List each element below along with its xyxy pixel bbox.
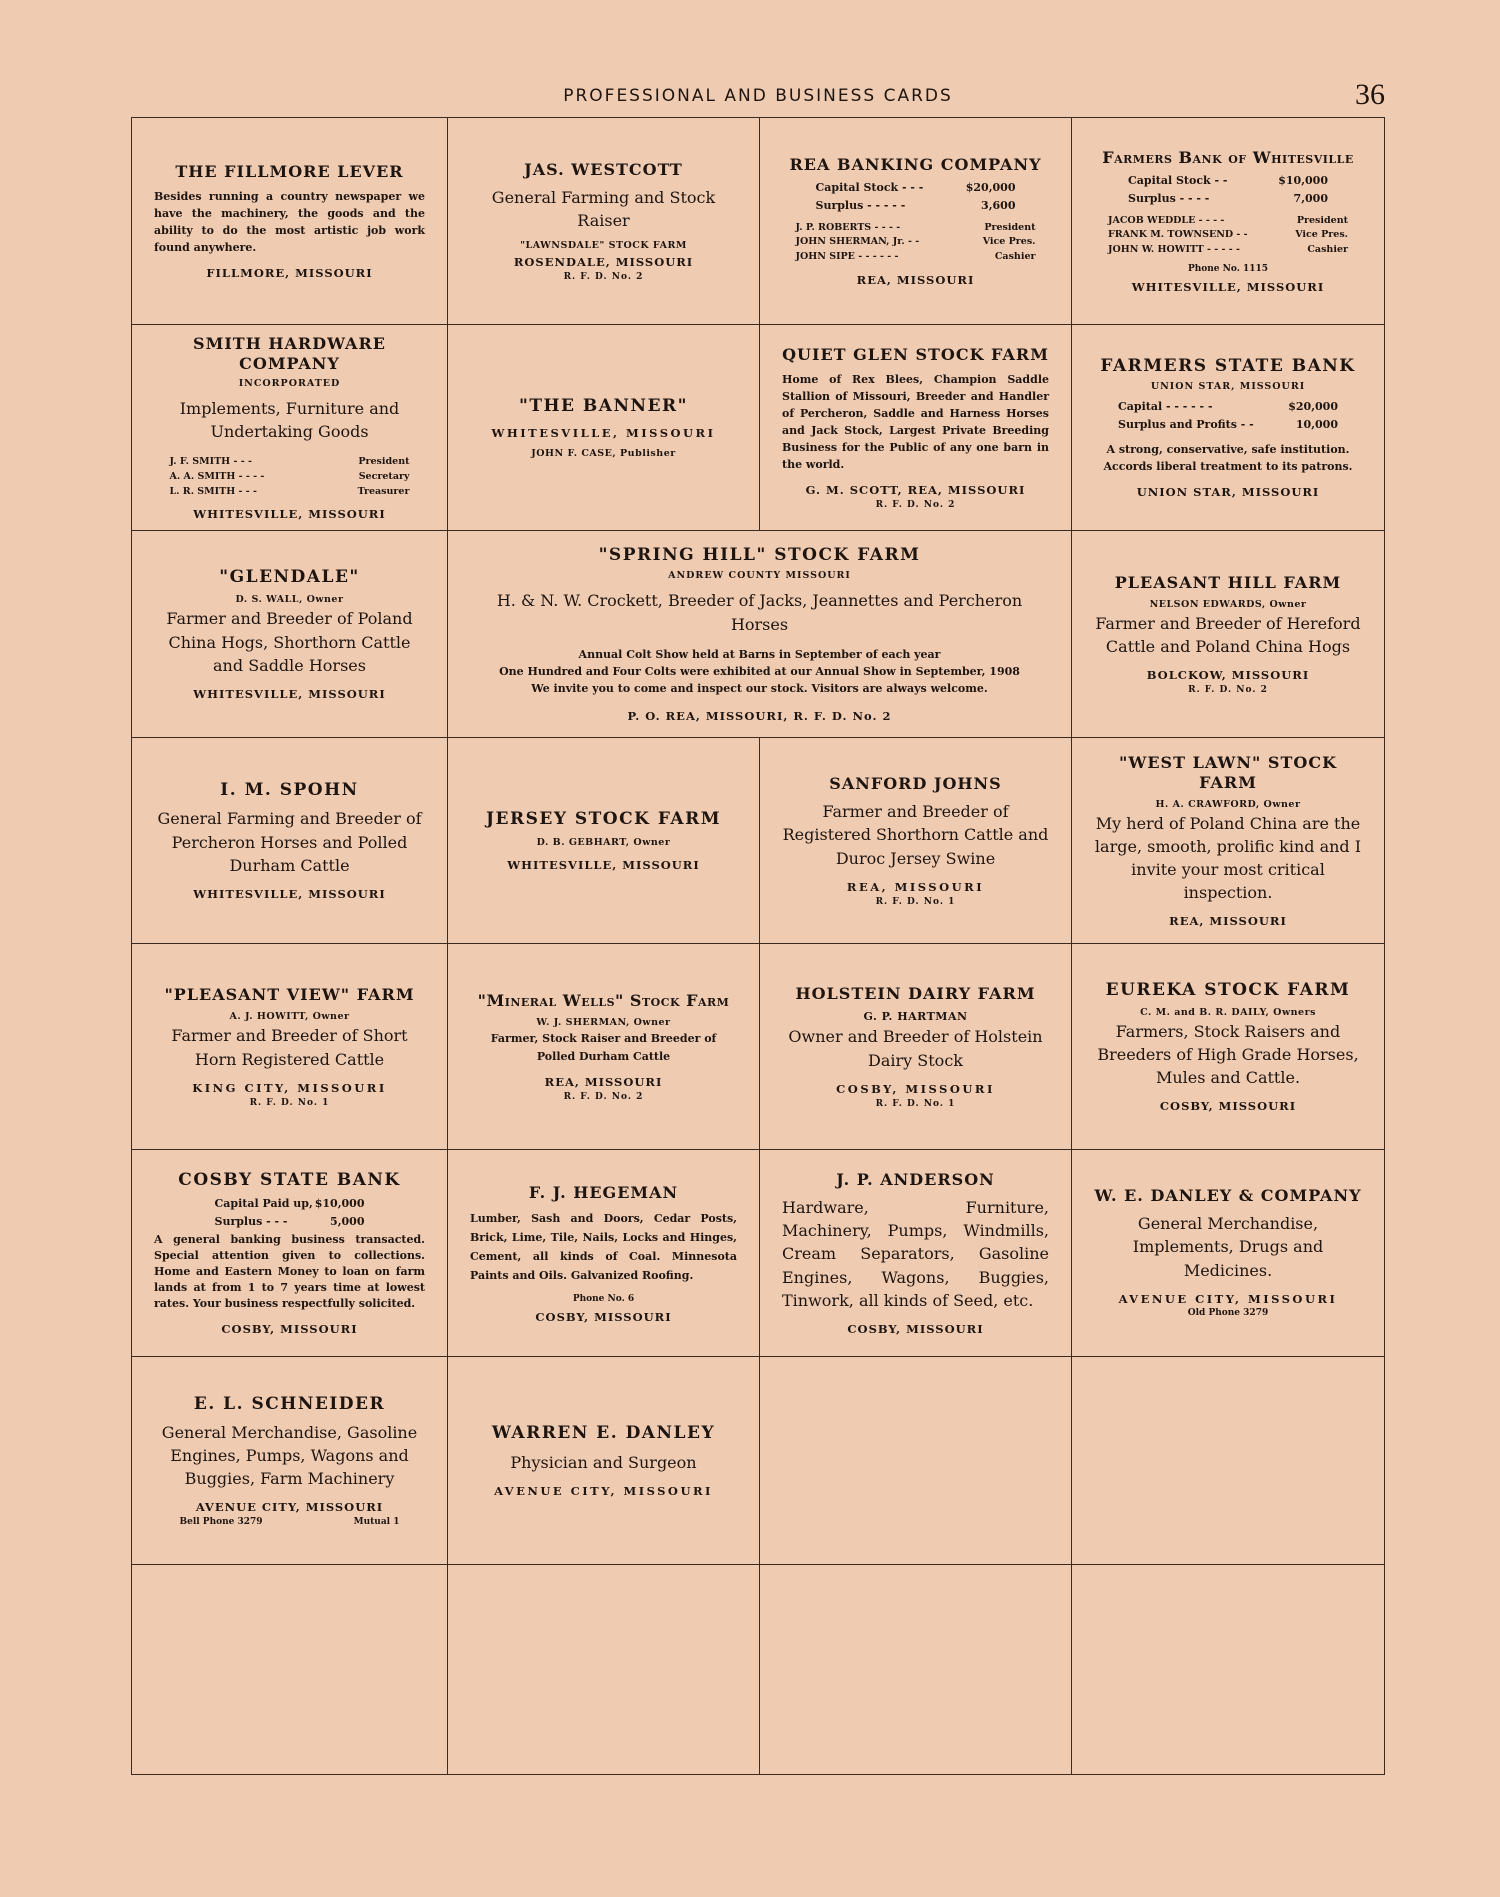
- surplus-label: Surplus and Profits - -: [1118, 417, 1254, 431]
- card-fillmore-lever: [132, 118, 448, 325]
- card-title: SANFORD JOHNS: [829, 774, 1002, 794]
- card-smith-hardware: [132, 325, 448, 531]
- card-title: W. E. DANLEY & COMPANY: [1094, 1186, 1362, 1206]
- card-title: J. P. ANDERSON: [836, 1170, 995, 1190]
- card-title: Farmers Bank of Whitesville: [1102, 148, 1354, 168]
- card-west-lawn: [1072, 738, 1384, 944]
- card-phone-mutual: Mutual 1: [353, 1517, 400, 1528]
- page-number: 36: [1355, 78, 1385, 111]
- card-phone: Phone No. 6: [572, 1293, 635, 1304]
- officer-name: JOHN SIPE - - - - - -: [795, 250, 899, 262]
- card-place: COSBY, MISSOURI: [836, 1081, 995, 1096]
- card-text: Lumber, Sash and Doors, Cedar Posts, Brick, Lime, Tile, Nails, Locks and Hinges, Cement, all kinds of Coal. Minnesota Paints and Oils. Galvanized Roofing.: [470, 1211, 737, 1283]
- card-pleasant-view: [132, 944, 448, 1150]
- card-title: JERSEY STOCK FARM: [485, 809, 722, 830]
- card-place: REA, MISSOURI: [856, 272, 975, 287]
- officer-row: [796, 235, 1036, 250]
- card-jersey: [448, 738, 760, 944]
- card-sub: ANDREW COUNTY MISSOURI: [668, 570, 851, 582]
- cards-grid: [131, 117, 1385, 1775]
- card-place: KING CITY, MISSOURI: [192, 1080, 387, 1095]
- card-danley-co: [1072, 1150, 1384, 1357]
- officer-row: [796, 221, 1036, 236]
- card-line: Farmer and Breeder of Hereford Cattle and Poland China Hogs: [1095, 613, 1361, 656]
- card-line: H. & N. W. Crockett, Breeder of Jacks, Jeannettes and Percheron Horses: [496, 591, 1023, 634]
- card-line: Farmer and Breeder of Poland China Hogs, Shorthorn Cattle and Saddle Horses: [166, 609, 413, 675]
- card-phones: [180, 1517, 400, 1527]
- card-schneider: [132, 1357, 448, 1565]
- officers-list: [796, 221, 1036, 265]
- card-empty: [1072, 1357, 1384, 1565]
- card-title: QUIET GLEN STOCK FARM: [782, 344, 1049, 364]
- card-quiet-glen: [760, 325, 1072, 531]
- card-title: FARMERS STATE BANK: [1100, 355, 1356, 376]
- card-title: REA BANKING COMPANY: [789, 155, 1042, 175]
- officer-row: [1108, 243, 1348, 258]
- page-header: [131, 78, 1385, 114]
- card-text: A general banking business transacted. Special attention given to collections. Home and Eastern Money to loan on farm lands at from 1 to 7 years time at lowest rates. Your business respectfully solicited.: [154, 1233, 425, 1311]
- officer-role: Treasurer: [357, 485, 410, 497]
- card-farm: "LAWNSDALE" STOCK FARM: [520, 240, 687, 252]
- card-empty: [132, 1565, 448, 1774]
- card-place: BOLCKOW, MISSOURI: [1146, 668, 1310, 683]
- card-line: Owner and Breeder of Holstein Dairy Stock: [788, 1027, 1043, 1070]
- officer-name: JOHN SHERMAN, Jr. - -: [795, 236, 920, 248]
- card-place: REA, MISSOURI: [1169, 914, 1287, 929]
- card-line: Farmer and Breeder of Registered Shorthorn Cattle and Duroc Jersey Swine: [782, 802, 1049, 868]
- officer-row: [796, 250, 1036, 265]
- card-line: Physician and Surgeon: [510, 1452, 697, 1472]
- card-spring-hill: [448, 531, 1072, 738]
- card-owner: NELSON EDWARDS, Owner: [1149, 598, 1307, 610]
- card-line: General Merchandise, Implements, Drugs and Medicines.: [1132, 1214, 1324, 1280]
- card-rfd: R. F. D. No. 1: [875, 1098, 956, 1109]
- officer-row: [170, 485, 410, 500]
- officer-name: L. R. SMITH - - -: [169, 485, 257, 497]
- surplus-value: 3,600: [981, 198, 1016, 212]
- card-owner: W. J. SHERMAN, Owner: [536, 1017, 671, 1029]
- officer-name: A. A. SMITH - - - -: [169, 470, 265, 482]
- card-rfd: R. F. D. No. 1: [875, 896, 956, 907]
- officer-role: President: [358, 456, 410, 468]
- card-text: Besides running a country newspaper we have the machinery, the goods and the ability to do the most artistic job work found anywhere.: [154, 189, 425, 255]
- officer-name: J. F. SMITH - - -: [169, 456, 252, 468]
- officer-name: FRANK M. TOWNSEND - -: [1108, 229, 1248, 241]
- card-title: EUREKA STOCK FARM: [1105, 979, 1351, 1000]
- officers-list: [1108, 214, 1348, 258]
- officer-role: President: [1296, 214, 1348, 226]
- capital-value: $20,000: [1288, 399, 1338, 413]
- capital-label: Capital Stock - - -: [815, 181, 924, 195]
- page-title: PROFESSIONAL AND BUSINESS CARDS: [563, 86, 953, 106]
- card-text: A strong, conservative, safe institution. Accords liberal treatment to its patrons.: [1103, 443, 1353, 474]
- card-text-3: We invite you to come and inspect our stock. Visitors are always welcome.: [531, 681, 988, 695]
- card-owner: G. P. HARTMAN: [863, 1010, 968, 1024]
- card-place: COSBY, MISSOURI: [847, 1321, 984, 1336]
- officer-row: [1108, 228, 1348, 243]
- card-title: F. J. HEGEMAN: [528, 1182, 679, 1202]
- card-rfd: R. F. D. No. 1: [249, 1097, 330, 1108]
- card-owner: D. S. WALL, Owner: [235, 594, 344, 606]
- capital-value: $20,000: [965, 181, 1016, 195]
- capital-label: Capital Paid up,: [214, 1197, 313, 1211]
- officer-row: [170, 470, 410, 485]
- card-line: General Farming and Breeder of Percheron Horses and Polled Durham Cattle: [157, 809, 422, 875]
- card-sub: INCORPORATED: [238, 377, 341, 389]
- card-title: SMITH HARDWARE COMPANY: [193, 333, 386, 373]
- card-spohn: [132, 738, 448, 944]
- card-title: "WEST LAWN" STOCK FARM: [1119, 752, 1337, 792]
- card-rfd: R. F. D. No. 2: [875, 500, 956, 511]
- officer-name: JOHN W. HOWITT - - - - -: [1108, 243, 1240, 255]
- card-text: Home of Rex Blees, Champion Saddle Stallion of Missouri, Breeder and Handler of Percheron, Saddle and Harness Horses and Jack Stock, Largest Private Breeding Business for the Public of any one barn in the world.: [782, 372, 1049, 472]
- card-place: COSBY, MISSOURI: [221, 1322, 358, 1337]
- surplus-value: 7,000: [1293, 191, 1328, 205]
- card-title: HOLSTEIN DAIRY FARM: [795, 984, 1036, 1004]
- card-line: Implements, Furniture and Undertaking Goods: [179, 398, 400, 441]
- card-place: REA, MISSOURI: [544, 1074, 663, 1089]
- card-sub: UNION STAR, MISSOURI: [1150, 380, 1306, 392]
- card-line: General Merchandise, Gasoline Engines, Pumps, Wagons and Buggies, Farm Machinery: [161, 1422, 418, 1489]
- officer-role: Vice Pres.: [1295, 229, 1348, 241]
- card-title: "SPRING HILL" STOCK FARM: [598, 545, 921, 566]
- surplus-label: Surplus - - - - -: [815, 198, 906, 212]
- card-title: "GLENDALE": [219, 567, 360, 588]
- card-banner: [448, 325, 760, 531]
- officer-row: [1108, 214, 1348, 229]
- capital-value: $10,000: [314, 1197, 365, 1211]
- card-financials: [215, 1195, 365, 1230]
- card-place: G. M. SCOTT, REA, MISSOURI: [805, 483, 1026, 498]
- card-text-2: One Hundred and Four Colts were exhibited at our Annual Show in September, 1908: [499, 664, 1020, 678]
- officer-role: President: [984, 221, 1036, 233]
- capital-label: Capital Stock - -: [1128, 174, 1228, 188]
- card-financials: [816, 179, 1016, 214]
- surplus-label: Surplus - - - -: [1128, 191, 1210, 205]
- card-mineral-wells: [448, 944, 760, 1150]
- card-place: AVENUE CITY, MISSOURI: [494, 1483, 713, 1498]
- card-place: AVENUE CITY, MISSOURI: [1118, 1291, 1338, 1306]
- card-line: Hardware, Furniture, Machinery, Pumps, Windmills, Cream Separators, Gasoline Engines, Wagons, Buggies, Tinwork, all kinds of Seed, etc.: [782, 1198, 1049, 1310]
- card-empty: [448, 1565, 760, 1774]
- card-cosby-bank: [132, 1150, 448, 1357]
- card-pleasant-hill: [1072, 531, 1384, 738]
- officer-role: Vice Pres.: [982, 236, 1036, 248]
- card-place: FILLMORE, MISSOURI: [206, 266, 373, 281]
- card-owner: H. A. CRAWFORD, Owner: [1155, 798, 1301, 810]
- officer-role: Cashier: [1307, 243, 1348, 255]
- card-financials: [1128, 172, 1328, 207]
- card-eureka: [1072, 944, 1384, 1150]
- card-phone-bell: Bell Phone 3279: [179, 1517, 263, 1528]
- card-empty: [1072, 1565, 1384, 1774]
- card-place: COSBY, MISSOURI: [1159, 1099, 1297, 1114]
- card-place: WHITESVILLE, MISSOURI: [1131, 279, 1325, 294]
- card-place: WHITESVILLE, MISSOURI: [193, 507, 386, 522]
- card-place: UNION STAR, MISSOURI: [1136, 485, 1320, 500]
- card-warren-danley: [448, 1357, 760, 1565]
- card-financials: [1118, 398, 1338, 433]
- card-owner: JOHN F. CASE, Publisher: [531, 447, 676, 459]
- card-rea-banking: [760, 118, 1072, 325]
- card-title: "THE BANNER": [518, 396, 689, 417]
- card-line: General Farming and Stock Raiser: [491, 187, 716, 230]
- card-place: WHITESVILLE, MISSOURI: [507, 857, 700, 872]
- card-line: Farmers, Stock Raisers and Breeders of High Grade Horses, Mules and Cattle.: [1097, 1021, 1359, 1088]
- card-place: WHITESVILLE, MISSOURI: [193, 686, 386, 701]
- card-title: THE FILLMORE LEVER: [175, 161, 404, 181]
- capital-label: Capital - - - - - -: [1118, 399, 1213, 413]
- card-title: "PLEASANT VIEW" FARM: [164, 985, 415, 1005]
- card-place: WHITESVILLE, MISSOURI: [193, 886, 386, 901]
- officer-name: JACOB WEDDLE - - - -: [1108, 214, 1225, 226]
- card-johns: [760, 738, 1072, 944]
- card-place: REA, MISSOURI: [846, 879, 985, 894]
- card-line: My herd of Poland China are the large, smooth, prolific kind and I invite your most critical inspection.: [1094, 813, 1362, 903]
- card-text-1: Annual Colt Show held at Barns in September of each year: [578, 647, 941, 661]
- card-line: Farmer and Breeder of Short Horn Registered Cattle: [171, 1026, 408, 1069]
- card-title: COSBY STATE BANK: [178, 1169, 401, 1190]
- card-empty: [760, 1565, 1072, 1774]
- card-westcott: [448, 118, 760, 325]
- card-anderson: [760, 1150, 1072, 1357]
- card-place: COSBY, MISSOURI: [535, 1309, 672, 1324]
- card-place: WHITESVILLE, MISSOURI: [491, 425, 716, 440]
- card-rfd: R. F. D. No. 2: [563, 1091, 644, 1102]
- card-farmers-state-bank: [1072, 325, 1384, 531]
- surplus-label: Surplus - - -: [214, 1214, 288, 1228]
- card-phone: Phone No. 1115: [1187, 263, 1269, 274]
- card-title: "Mineral Wells" Stock Farm: [477, 991, 730, 1011]
- officer-role: Secretary: [358, 470, 410, 482]
- card-owner: C. M. and B. R. DAILY, Owners: [1140, 1006, 1316, 1018]
- card-phone: Old Phone 3279: [1187, 1307, 1269, 1318]
- card-place: P. O. REA, MISSOURI, R. F. D. No. 2: [627, 708, 892, 723]
- card-farmers-bank-whitesville: [1072, 118, 1384, 325]
- card-owner: D. B. GEBHART, Owner: [536, 836, 671, 848]
- officer-role: Cashier: [994, 250, 1036, 262]
- card-place: AVENUE CITY, MISSOURI: [195, 1500, 384, 1515]
- card-title: PLEASANT HILL FARM: [1114, 572, 1342, 592]
- officers-list: [170, 455, 410, 499]
- card-title: WARREN E. DANLEY: [491, 1423, 716, 1444]
- surplus-value: 10,000: [1295, 417, 1338, 431]
- card-glendale: [132, 531, 448, 738]
- card-rfd: R. F. D. No. 2: [1188, 685, 1268, 696]
- card-rfd: R. F. D. No. 2: [563, 272, 644, 283]
- card-place: ROSENDALE, MISSOURI: [513, 255, 694, 270]
- card-text: Farmer, Stock Raiser and Breeder of Polled Durham Cattle: [490, 1032, 717, 1063]
- officer-row: [170, 455, 410, 470]
- card-hegeman: [448, 1150, 760, 1357]
- capital-value: $10,000: [1278, 174, 1328, 188]
- card-owner: A. J. HOWITT, Owner: [229, 1011, 350, 1023]
- card-title: I. M. SPOHN: [220, 780, 359, 801]
- card-title: JAS. WESTCOTT: [524, 159, 683, 179]
- surplus-value: 5,000: [330, 1214, 365, 1228]
- officer-name: J. P. ROBERTS - - - -: [795, 221, 901, 233]
- card-holstein: [760, 944, 1072, 1150]
- card-title: E. L. SCHNEIDER: [193, 1393, 386, 1414]
- card-empty: [760, 1357, 1072, 1565]
